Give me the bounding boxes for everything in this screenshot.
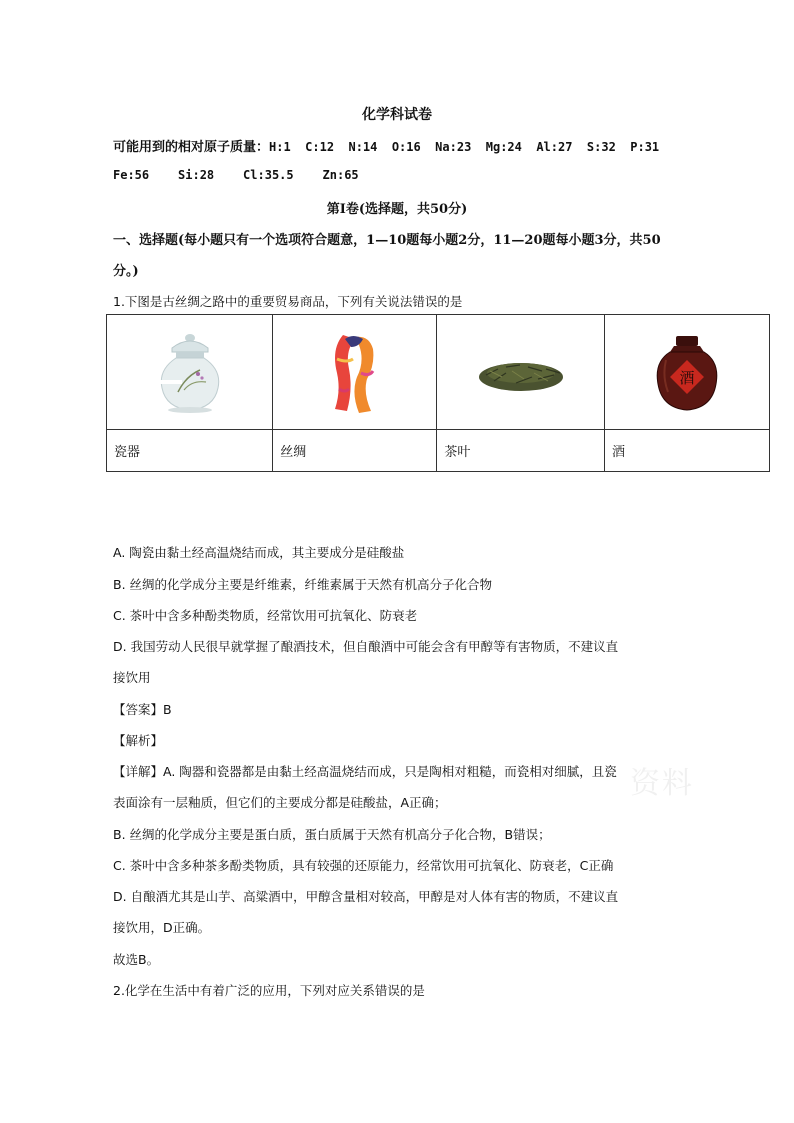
atomic-mass-values-1: H:1 C:12 N:14 O:16 Na:23 Mg:24 Al:27 S:32 P:31: [269, 140, 660, 154]
explanation-line-4: C. 茶叶中含多种茶多酚类物质，具有较强的还原能力，经常饮用可抗氧化、防衰老，C正确: [113, 858, 614, 873]
porcelain-jar-icon: [150, 330, 230, 414]
option-a: A. 陶瓷由黏土经高温烧结而成，其主要成分是硅酸盐: [113, 545, 405, 560]
watermark: 资料: [630, 766, 694, 801]
silk-scarf-icon: [323, 329, 387, 415]
atomic-mass-row-1: [113, 136, 659, 155]
tea-cell: [437, 315, 605, 430]
goods-table: [106, 314, 770, 472]
option-d-line-1: D. 我国劳动人民很早就掌握了酿酒技术，但自酿酒中可能会含有甲醇等有害物质，不建议直: [113, 639, 619, 654]
tea-leaves-icon: [476, 347, 566, 397]
explanation-line-2: 表面涂有一层釉质，但它们的主要成分都是硅酸盐，A正确；: [113, 795, 447, 810]
item-name-silk: 丝绸: [273, 430, 437, 472]
wine-label-text: 酒: [679, 369, 695, 387]
silk-cell: [273, 315, 437, 430]
item-name-tea: 茶叶: [437, 430, 605, 472]
wine-jar-icon: [652, 332, 722, 412]
section-title: 第Ⅰ卷(选择题，共50分): [326, 202, 468, 217]
wine-cell: [605, 315, 770, 430]
answer: 【答案】B: [113, 702, 172, 717]
analysis-label: 【解析】: [113, 733, 164, 748]
explanation-line-6: 接饮用，D正确。: [113, 920, 211, 935]
option-b: B. 丝绸的化学成分主要是纤维素，纤维素属于天然有机高分子化合物: [113, 577, 493, 592]
explanation-conclusion: 故选B。: [113, 952, 160, 967]
section-instructions-line-1: 一、选择题(每小题只有一个选项符合题意，1—10题每小题2分，11—20题每小题3分，共50: [113, 233, 661, 248]
item-name-porcelain: 瓷器: [107, 430, 273, 472]
porcelain-cell: [107, 315, 273, 430]
explanation-line-5: D. 自酿酒尤其是山芋、高粱酒中，甲醇含量相对较高，甲醇是对人体有害的物质，不建议直: [113, 889, 619, 904]
atomic-mass-label: 可能用到的相对原子质量：: [113, 140, 270, 155]
item-name-wine: 酒: [605, 430, 770, 472]
explanation-line-3: B. 丝绸的化学成分主要是蛋白质，蛋白质属于天然有机高分子化合物，B错误；: [113, 827, 551, 842]
question-2-stem: 2.化学在生活中有着广泛的应用，下列对应关系错误的是: [113, 983, 425, 998]
explanation-line-1: 【详解】A. 陶器和瓷器都是由黏土经高温烧结而成，只是陶相对粗糙，而瓷相对细腻，且瓷: [113, 764, 617, 779]
section-instructions-line-2: 分。): [113, 264, 139, 279]
page-title: 化学科试卷: [362, 107, 432, 123]
option-c: C. 茶叶中含多种酚类物质，经常饮用可抗氧化、防衰老: [113, 608, 418, 623]
option-d-line-2: 接饮用: [113, 670, 151, 685]
atomic-mass-values-2: Fe:56 Si:28 Cl:35.5 Zn:65: [113, 168, 359, 182]
question-1-stem: 1.下图是古丝绸之路中的重要贸易商品，下列有关说法错误的是: [113, 294, 463, 309]
